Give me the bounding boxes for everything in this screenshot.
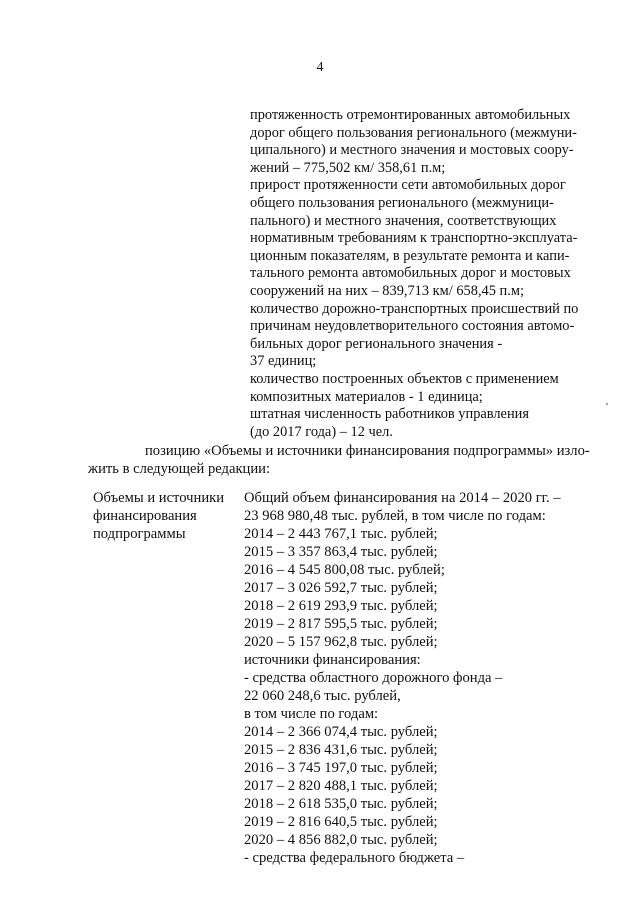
- table-label-line: Объемы и источники: [93, 490, 225, 506]
- financing-line: 2017 – 2 820 488,1 тыс. рублей;: [244, 778, 438, 794]
- financing-line: 2019 – 2 817 595,5 тыс. рублей;: [244, 616, 438, 632]
- financing-line: 2015 – 2 836 431,6 тыс. рублей;: [244, 742, 438, 758]
- financing-line: 2014 – 2 366 074,4 тыс. рублей;: [244, 724, 438, 740]
- financing-line: - средства областного дорожного фонда –: [244, 670, 503, 686]
- indicator-line: дорог общего пользования регионального (межмуни-: [250, 124, 577, 141]
- financing-line: 2016 – 4 545 800,08 тыс. рублей;: [244, 562, 445, 578]
- indicator-line: протяженность отремонтированных автомобильных: [250, 107, 571, 123]
- indicator-line: бильных дорог регионального значения -: [250, 335, 503, 352]
- table-label-cell: [93, 489, 243, 543]
- indicator-line: тального ремонта автомобильных дорог и мостовых: [250, 265, 571, 282]
- indicator-line: ципального) и местного значения и мостовых соору-: [250, 142, 574, 159]
- position-paragraph: [88, 442, 618, 478]
- indicator-line: сооружений на них – 839,713 км/ 658,45 п.м;: [250, 282, 524, 299]
- scan-speck: [606, 403, 608, 405]
- indicator-line: (до 2017 года) – 12 чел.: [250, 423, 393, 440]
- indicator-line: количество дорожно-транспортных происшествий по: [250, 300, 579, 317]
- indicator-line: общего пользования регионального (межмуници-: [250, 194, 554, 211]
- financing-line: источники финансирования:: [244, 652, 421, 668]
- table-details-cell: [244, 489, 614, 867]
- financing-line: 23 968 980,48 тыс. рублей, в том числе по годам:: [244, 508, 546, 524]
- financing-line: 2018 – 2 618 535,0 тыс. рублей;: [244, 796, 438, 812]
- financing-line: 22 060 248,6 тыс. рублей,: [244, 688, 401, 704]
- financing-line: 2018 – 2 619 293,9 тыс. рублей;: [244, 598, 438, 614]
- indicator-line: композитных материалов - 1 единица;: [250, 388, 483, 405]
- financing-line: 2017 – 3 026 592,7 тыс. рублей;: [244, 580, 438, 596]
- financing-line: 2020 – 5 157 962,8 тыс. рублей;: [244, 634, 438, 650]
- indicator-line: жений – 775,502 км/ 358,61 п.м;: [250, 159, 446, 176]
- page-number: 4: [316, 60, 324, 75]
- indicator-line: штатная численность работников управления: [250, 406, 529, 423]
- position-line: жить в следующей редакции:: [88, 461, 271, 477]
- indicator-line: 37 единиц;: [250, 353, 317, 370]
- table-label-line: финансирования: [93, 508, 197, 524]
- financing-line: Общий объем финансирования на 2014 – 2020 гг. –: [244, 490, 561, 506]
- financing-line: в том числе по годам:: [244, 706, 379, 722]
- indicator-line: ционным показателям, в результате ремонта и капи-: [250, 247, 570, 264]
- indicator-line: причинам неудовлетворительного состояния автомо-: [250, 318, 575, 335]
- indicator-line: нормативным требованиям к транспортно-эксплуата-: [250, 230, 578, 247]
- indicators-block: [250, 107, 610, 441]
- financing-line: 2015 – 3 357 863,4 тыс. рублей;: [244, 544, 438, 560]
- table-label-line: подпрограммы: [93, 526, 186, 542]
- indicator-line: прирост протяженности сети автомобильных дорог: [250, 177, 566, 194]
- financing-line: - средства федерального бюджета –: [244, 850, 465, 866]
- indicator-line: пального) и местного значения, соответствующих: [250, 212, 557, 229]
- financing-line: 2020 – 4 856 882,0 тыс. рублей;: [244, 832, 438, 848]
- indicator-line: количество построенных объектов с применением: [250, 370, 559, 387]
- financing-line: 2014 – 2 443 767,1 тыс. рублей;: [244, 526, 438, 542]
- position-line: позицию «Объемы и источники финансирования подпрограммы» изло-: [145, 443, 590, 459]
- financing-line: 2019 – 2 816 640,5 тыс. рублей;: [244, 814, 438, 830]
- financing-line: 2016 – 3 745 197,0 тыс. рублей;: [244, 760, 438, 776]
